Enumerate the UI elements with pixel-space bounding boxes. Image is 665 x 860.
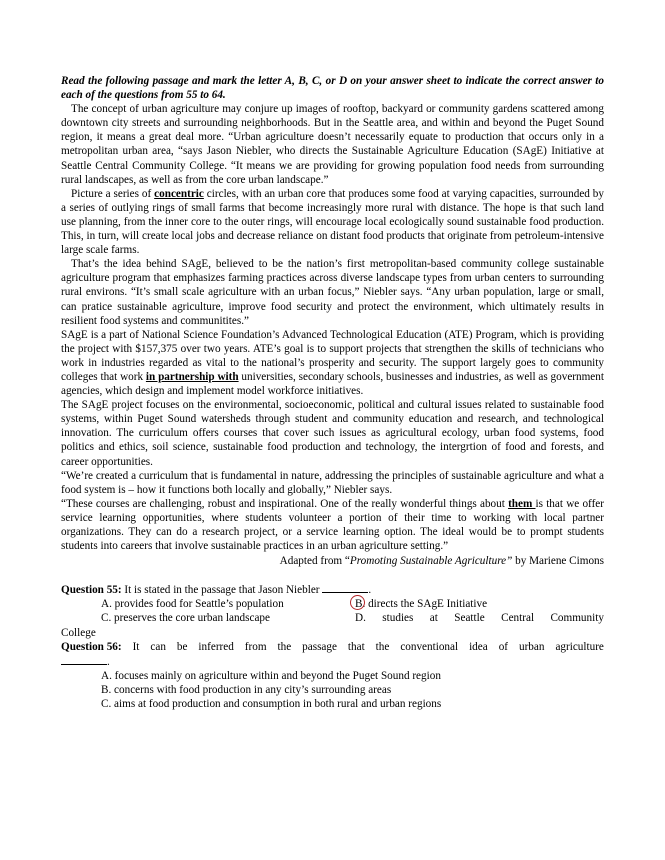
passage-paragraph-1: The concept of urban agriculture may conjure up images of rooftop, backyard or community gardens scattered among downtown city streets and surrounding neighborhoods. But in the Seattle area, and within and beyond the Puget Sound region, it means a great deal more. “Urban agriculture doesn’t necessarily equate to production that occurs only in a metropolitan urban area, “says Jason Niebler, who directs the Sustainable Agriculture Education (SAgE) Initiative at Seattle Central Community College. “It means we are providing for growing population food needs from surrounding rural landscapes, as well as from the core urban landscape.” <box>61 103 604 186</box>
exam-page <box>61 74 604 711</box>
underlined-word-them: them <box>508 497 536 510</box>
passage-paragraph-3: That’s the idea behind SAgE, believed to be the nation’s first metropolitan-based community college sustainable agriculture program that emphasizes farming practices across diverse landscape types from urban centers to surrounding rural environs. “It’s small scale agriculture with an urban focus,” Niebler says. “Any urban population, large or small, can pratice sustainable agriculture, improve food security and protect the environment, which ultimately results in resilient food systems and communitites.” <box>61 258 604 327</box>
source-title: Promoting Sustainable Agriculture” <box>349 555 513 568</box>
underlined-phrase-partnership: in partnership with <box>145 370 239 383</box>
p2-text-after: circles, with an urban core that produces some food at varying capacities, surrounded by a series of outlying rings of small farms that become increasingly more rural with distance. The hope is that such land use planning, from the inner core to the outer rings, will encourage local ecologically sound sustainable food production. This, in turn, will create local jobs and decrease reliance on distant food products that originate from petroleum-intensive large scale farms. <box>61 187 604 257</box>
p4-text-after: universities, secondary schools, businesses and industries, as well as government agencies, which design and implement model workforce initiatives. <box>61 370 604 398</box>
question-55-label: Question 55: <box>61 584 122 597</box>
p2-text-before: Picture a series of <box>71 187 155 200</box>
option-a[interactable]: A. provides food for Seattle’s population <box>101 598 284 611</box>
p4-text-before: SAgE is a part of National Science Foundation’s Advanced Technological Education (ATE) Program, which is providing the project with $157,375 over two years. ATE’s goal is to support projects that strengthen the skills of technicians who work in industries regarded as vital to the national’s prosperity and security. The support largely goes to community colleges that work <box>61 328 604 383</box>
option-b[interactable]: B. directs the SAgE Initiative <box>355 597 604 611</box>
option-d-wrap: College <box>61 626 96 639</box>
passage-paragraph-2 <box>61 187 604 257</box>
question-56-stem: Question 56: It can be inferred from the passage that the conventional idea of urban agriculture <box>61 640 604 653</box>
question-55-options-row-2 <box>61 611 604 625</box>
question-55-stem: Question 55: It is stated in the passage that Jason Niebler . <box>61 584 372 597</box>
question-56-blank-line: . <box>61 654 604 669</box>
question-56-label: Question 56: <box>61 640 122 653</box>
passage-paragraph-5: The SAgE project focuses on the environmental, socioeconomic, political and cultural issues related to sustainable food systems, within Puget Sound watersheds through student and community education and research, and technological innovation. The curriculum offers courses that cover such issues as agricultural ecology, urban food systems, food politics and ethics, soil science, sustainable food production and technology, the intergrtion of food and forests, and career opportunities. <box>61 399 604 468</box>
passage-paragraph-7 <box>61 497 604 553</box>
option-a[interactable]: A. focuses mainly on agriculture within and beyond the Puget Sound region <box>101 669 441 682</box>
option-c[interactable]: C. aims at food production and consumption in both rural and urban regions <box>101 698 442 711</box>
selected-answer-mark: B <box>355 597 362 611</box>
question-55 <box>61 582 604 639</box>
option-b[interactable]: B. concerns with food production in any city’s surrounding areas <box>101 683 392 696</box>
option-c[interactable]: C. preserves the core urban landscape <box>101 612 270 625</box>
instructions: Read the following passage and mark the letter A, B, C, or D on your answer sheet to indicate the correct answer to each of the questions from 55 to 64. <box>61 75 604 102</box>
answer-blank <box>322 582 368 593</box>
passage-paragraph-6: “We’re created a curriculum that is fundamental in nature, addressing the principles of sustainable agriculture and what a food system is – how it functions both locally and globally,” Niebler says. <box>61 469 604 496</box>
source-attribution: Adapted from “Promoting Sustainable Agriculture” by Mariene Cimons <box>279 555 604 568</box>
answer-blank <box>61 654 107 665</box>
p7-text-after: is that we offer service learning opportunities, where students volunteer a portion of their time to working with local partner organizations. They can do a research project, or a service learning option. The ideal would be to prompt students students into careers that involve sustainable practices in an urban agriculture setting.” <box>61 497 604 553</box>
question-56 <box>61 640 604 711</box>
p7-text-before: “These courses are challenging, robust and inspirational. One of the really wonderful things about <box>61 497 509 510</box>
option-d[interactable]: D. studies at Seattle Central Community <box>355 612 604 625</box>
question-55-options-row-1 <box>61 597 604 611</box>
passage-paragraph-4 <box>61 328 604 398</box>
underlined-word-concentric: concentric <box>154 187 204 200</box>
